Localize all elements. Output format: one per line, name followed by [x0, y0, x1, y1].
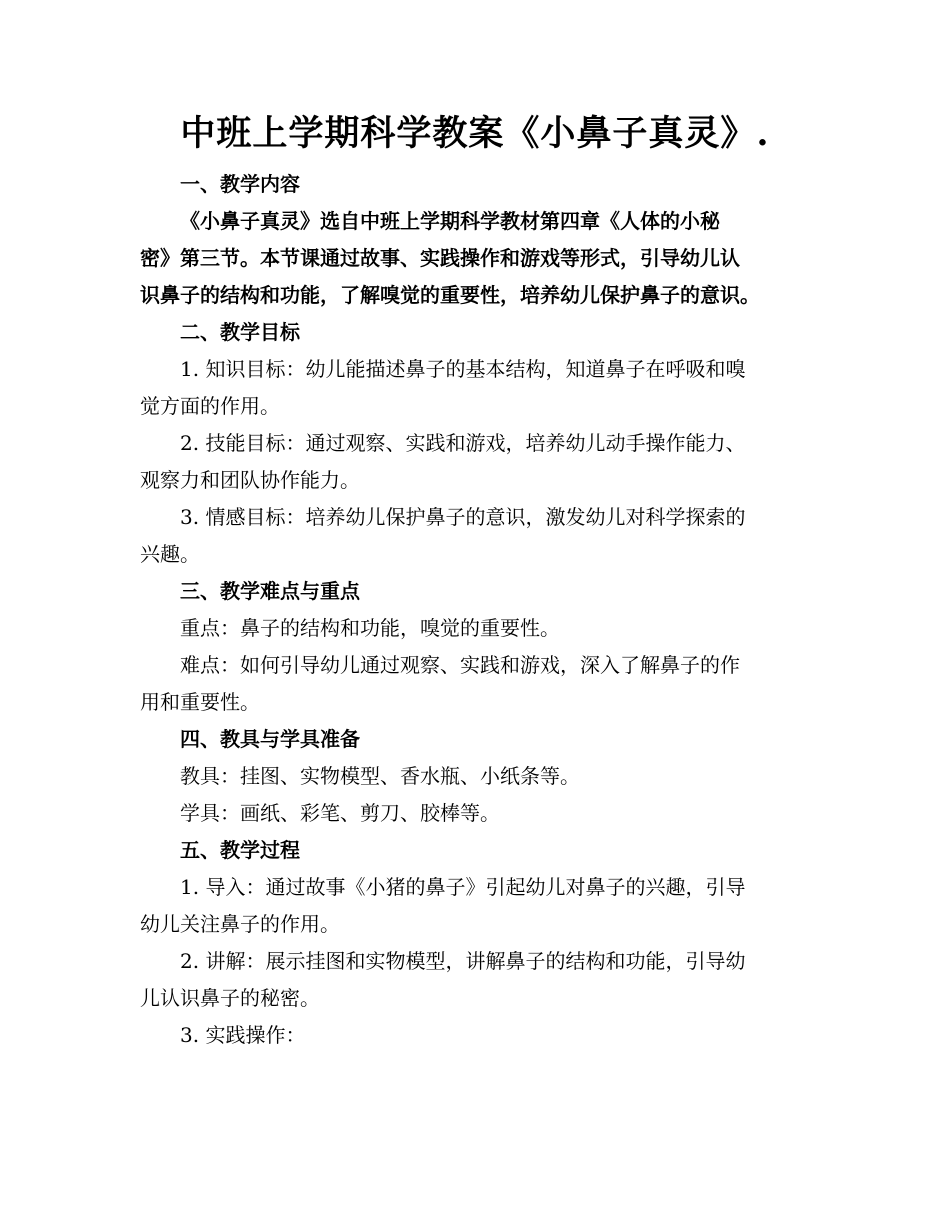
- text-line: 重点：鼻子的结构和功能，嗅觉的重要性。: [180, 616, 560, 640]
- process-practice-paragraph: [140, 1017, 806, 1054]
- teaching-aids-paragraph: [140, 758, 806, 795]
- text-line: 四、教具与学具准备: [180, 727, 360, 751]
- goal-knowledge-paragraph: [140, 351, 806, 425]
- section-heading-key-points: [140, 573, 806, 610]
- text-line: 五、教学过程: [180, 838, 300, 862]
- section-heading-content: [140, 166, 806, 203]
- text-line: 密》第三节。本节课通过故事、实践操作和游戏等形式，引导幼儿认: [140, 246, 740, 270]
- text-line: 《小鼻子真灵》选自中班上学期科学教材第四章《人体的小秘: [180, 209, 720, 233]
- intro-paragraph: [140, 203, 806, 314]
- section-heading-materials: [140, 721, 806, 758]
- key-point-paragraph: [140, 610, 806, 647]
- text-line: 一、教学内容: [180, 172, 300, 196]
- text-line: 用和重要性。: [140, 690, 260, 714]
- section-heading-process: [140, 832, 806, 869]
- text-line: 儿认识鼻子的秘密。: [140, 986, 320, 1010]
- text-line: 观察力和团队协作能力。: [140, 468, 360, 492]
- process-explain-paragraph: [140, 943, 806, 1017]
- document-body: [140, 166, 806, 1054]
- text-line: 觉方面的作用。: [140, 394, 280, 418]
- text-line: 1. 导入：通过故事《小猪的鼻子》引起幼儿对鼻子的兴趣，引导: [180, 875, 746, 899]
- text-line: 2. 技能目标：通过观察、实践和游戏，培养幼儿动手操作能力、: [180, 431, 746, 455]
- text-line: 1. 知识目标：幼儿能描述鼻子的基本结构，知道鼻子在呼吸和嗅: [180, 357, 746, 381]
- process-intro-paragraph: [140, 869, 806, 943]
- text-line: 教具：挂图、实物模型、香水瓶、小纸条等。: [180, 764, 580, 788]
- text-line: 难点：如何引导幼儿通过观察、实践和游戏，深入了解鼻子的作: [180, 653, 740, 677]
- difficulty-paragraph: [140, 647, 806, 721]
- goal-emotion-paragraph: [140, 499, 806, 573]
- text-line: 3. 情感目标：培养幼儿保护鼻子的意识，激发幼儿对科学探索的: [180, 505, 746, 529]
- text-line: 识鼻子的结构和功能，了解嗅觉的重要性，培养幼儿保护鼻子的意识。: [140, 283, 760, 307]
- text-line: 兴趣。: [140, 542, 200, 566]
- text-line: 三、教学难点与重点: [180, 579, 360, 603]
- text-line: 3. 实践操作：: [180, 1023, 306, 1047]
- text-line: 学具：画纸、彩笔、剪刀、胶棒等。: [180, 801, 500, 825]
- document-title: 中班上学期科学教案《小鼻子真灵》.: [180, 113, 770, 154]
- text-line: 二、教学目标: [180, 320, 300, 344]
- text-line: 2. 讲解：展示挂图和实物模型，讲解鼻子的结构和功能，引导幼: [180, 949, 746, 973]
- goal-skill-paragraph: [140, 425, 806, 499]
- learning-aids-paragraph: [140, 795, 806, 832]
- text-line: 幼儿关注鼻子的作用。: [140, 912, 340, 936]
- section-heading-goals: [140, 314, 806, 351]
